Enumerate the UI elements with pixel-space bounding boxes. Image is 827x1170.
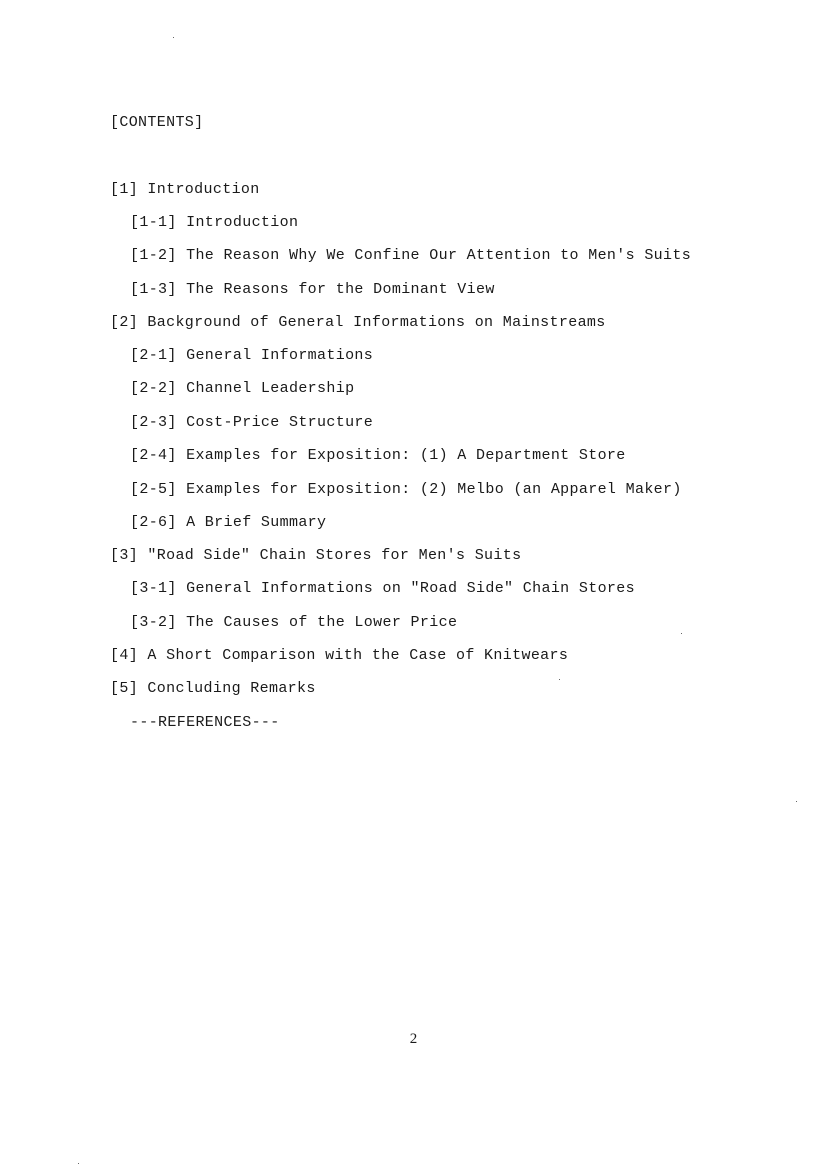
scan-speck xyxy=(559,679,560,680)
toc-entry-1-3: [1-3] The Reasons for the Dominant View xyxy=(130,281,495,298)
scan-speck xyxy=(796,801,797,802)
toc-entry-5: [5] Concluding Remarks xyxy=(110,680,316,697)
toc-entry-1-1: [1-1] Introduction xyxy=(130,214,299,231)
toc-entry-2-3: [2-3] Cost-Price Structure xyxy=(130,414,374,431)
toc-entry-2-1: [2-1] General Informations xyxy=(130,347,374,364)
toc-entry-4: [4] A Short Comparison with the Case of Knitwears xyxy=(110,647,569,664)
toc-entry-2-4: [2-4] Examples for Exposition: (1) A Department Store xyxy=(130,447,626,464)
toc-entry-2: [2] Background of General Informations on Mainstreams xyxy=(110,314,606,331)
contents-heading: [CONTENTS] xyxy=(110,114,204,131)
scan-speck xyxy=(681,633,682,634)
page-number: 2 xyxy=(409,1031,418,1047)
toc-entry-3: [3] "Road Side" Chain Stores for Men's Suits xyxy=(110,547,522,564)
toc-entry-references: ---REFERENCES--- xyxy=(130,714,280,731)
toc-entry-3-1: [3-1] General Informations on "Road Side" Chain Stores xyxy=(130,580,635,597)
toc-entry-2-5: [2-5] Examples for Exposition: (2) Melbo (an Apparel Maker) xyxy=(130,481,682,498)
toc-entry-2-2: [2-2] Channel Leadership xyxy=(130,380,355,397)
toc-entry-1: [1] Introduction xyxy=(110,181,260,198)
scan-speck xyxy=(78,1163,79,1164)
toc-entry-2-6: [2-6] A Brief Summary xyxy=(130,514,327,531)
scan-speck xyxy=(173,37,174,38)
toc-entry-3-2: [3-2] The Causes of the Lower Price xyxy=(130,614,458,631)
toc-entry-1-2: [1-2] The Reason Why We Confine Our Attention to Men's Suits xyxy=(130,247,692,264)
